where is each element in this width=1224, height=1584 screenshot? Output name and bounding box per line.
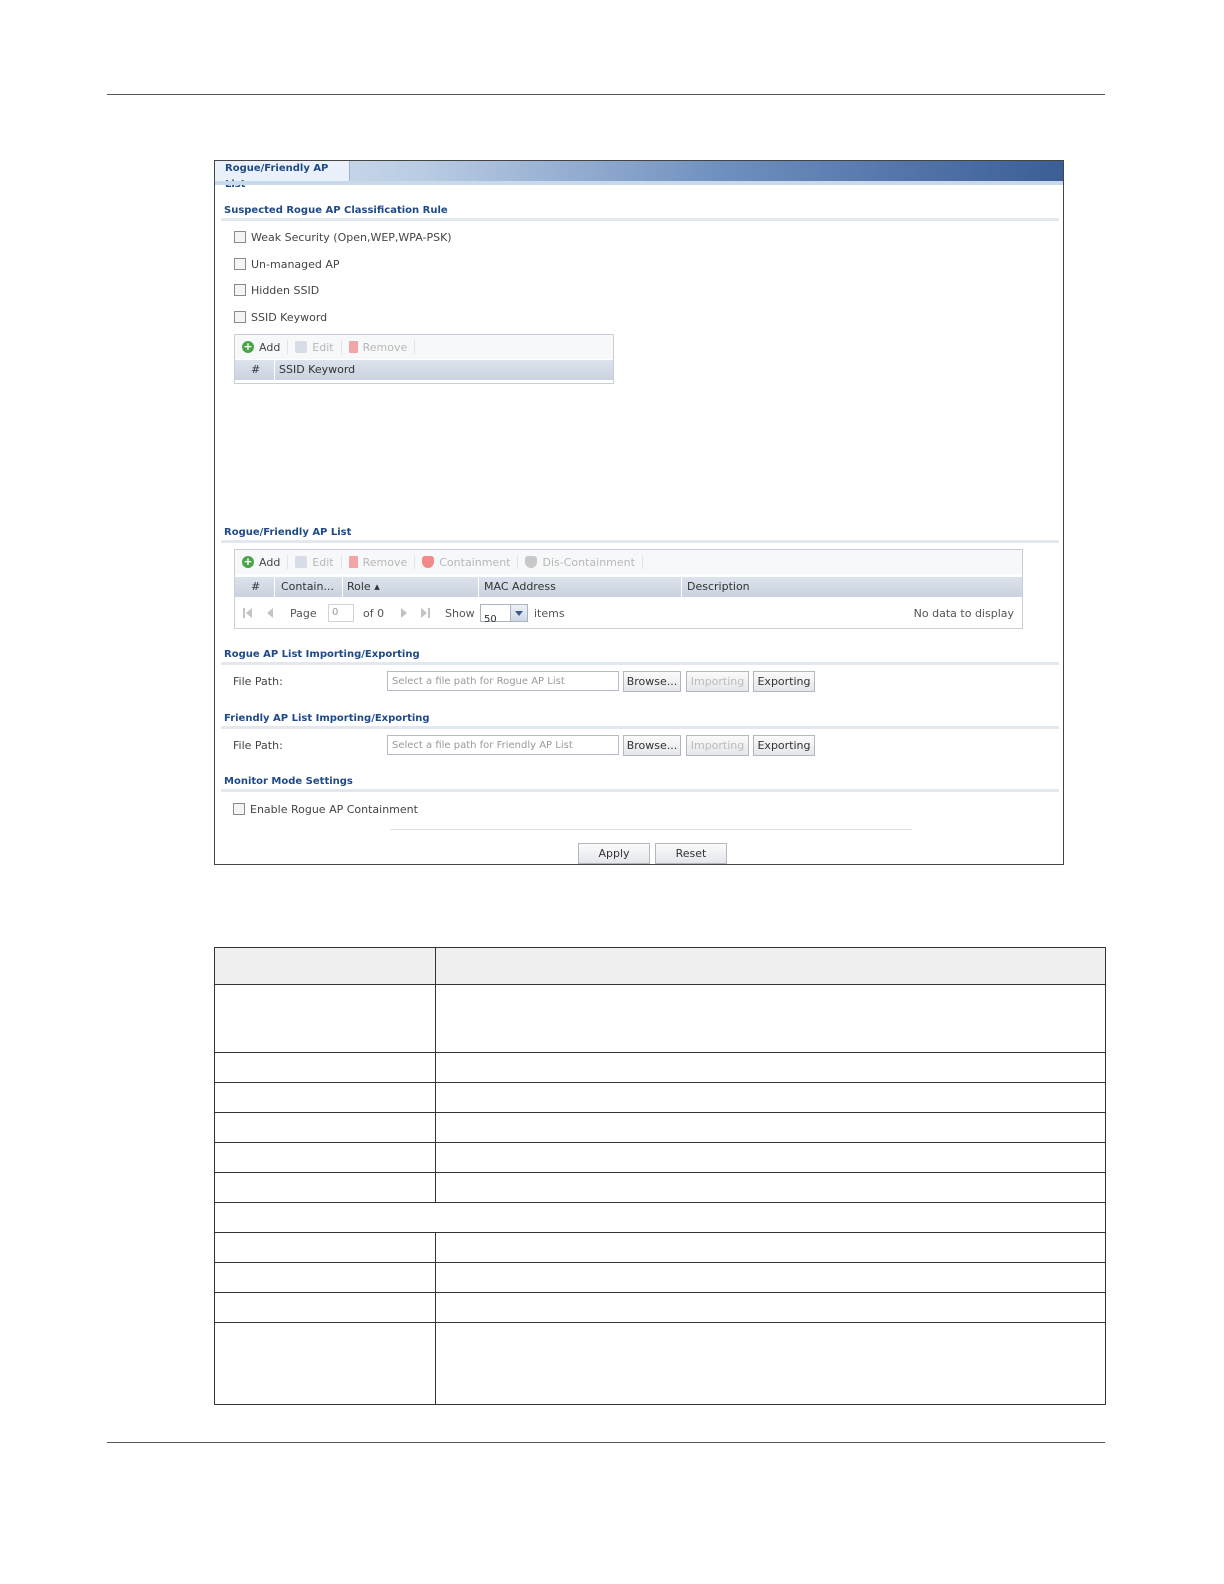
col-index[interactable]: # <box>251 363 261 376</box>
page-number-input[interactable]: 0 <box>328 604 354 622</box>
table-row <box>215 1083 1106 1113</box>
table-cell <box>436 1323 1106 1405</box>
ssid-remove-label: Remove <box>362 340 408 354</box>
table-cell <box>436 1173 1106 1203</box>
add-icon: + <box>243 555 253 568</box>
rule-weak-security[interactable] <box>234 230 452 244</box>
trash-icon <box>349 556 358 568</box>
table-cell <box>215 1143 436 1173</box>
tab-underline <box>215 181 1063 185</box>
ssid-add-label: Add <box>259 340 281 354</box>
empty-message: No data to display <box>913 607 1014 620</box>
ap-remove-button[interactable] <box>342 555 416 569</box>
first-page-arrow-icon <box>246 608 252 618</box>
table-cell <box>436 1053 1106 1083</box>
page-of-label: of 0 <box>363 607 385 620</box>
ap-list-toolbar <box>235 550 1022 574</box>
col-separator <box>342 577 343 597</box>
weak-security-label: Weak Security (Open,WEP,WPA-PSK) <box>251 230 452 244</box>
ap-add-label: Add <box>259 555 281 569</box>
unmanaged-ap-label: Un-managed AP <box>251 257 340 271</box>
ssid-keyword-checkbox[interactable] <box>234 311 246 323</box>
rogue-import-section-line <box>221 662 1059 665</box>
table-cell <box>215 1293 436 1323</box>
rogue-containment-option[interactable] <box>233 802 418 816</box>
unmanaged-ap-checkbox[interactable] <box>234 258 246 270</box>
last-page-arrow-icon[interactable] <box>421 608 427 618</box>
friendly-import-section-title: Friendly AP List Importing/Exporting <box>224 713 430 724</box>
table-cell <box>436 1233 1106 1263</box>
buttons-divider <box>390 829 912 830</box>
table-cell <box>215 1203 1106 1233</box>
table-row <box>215 985 1106 1053</box>
hidden-ssid-checkbox[interactable] <box>234 284 246 296</box>
table-cell <box>436 1263 1106 1293</box>
add-icon: + <box>243 340 253 353</box>
table-row <box>215 1143 1106 1173</box>
friendly-file-path-input[interactable]: Select a file path for Friendly AP List <box>387 735 619 755</box>
table-cell <box>436 1083 1106 1113</box>
friendly-exporting-button[interactable]: Exporting <box>753 735 815 756</box>
table-cell <box>215 1113 436 1143</box>
rogue-exporting-button[interactable]: Exporting <box>753 671 815 692</box>
table-row <box>215 1323 1106 1405</box>
table-row <box>215 1173 1106 1203</box>
rogue-browse-button[interactable]: Browse... <box>623 671 681 692</box>
ssid-keyword-toolbar <box>235 335 613 359</box>
ap-containment-label: Containment <box>439 555 511 569</box>
table-cell <box>436 1113 1106 1143</box>
hidden-ssid-label: Hidden SSID <box>251 283 320 297</box>
classification-section-title: Suspected Rogue AP Classification Rule <box>224 205 448 216</box>
monitor-section-line <box>221 789 1059 792</box>
rogue-containment-label: Enable Rogue AP Containment <box>250 802 418 816</box>
ap-dis-containment-button[interactable] <box>518 555 642 569</box>
rule-unmanaged-ap[interactable] <box>234 257 340 271</box>
table-cell <box>215 1053 436 1083</box>
rogue-importing-button[interactable]: Importing <box>686 671 749 692</box>
ap-list-pager <box>235 600 1022 626</box>
edit-icon <box>295 341 307 353</box>
first-page-icon[interactable] <box>243 608 245 618</box>
tab-rogue-friendly-ap-list[interactable]: Rogue/Friendly AP <box>215 161 350 181</box>
table-cell <box>215 985 436 1053</box>
table-row <box>215 1293 1106 1323</box>
ssid-keyword-grid <box>234 334 614 384</box>
table-cell <box>215 948 436 985</box>
table-row <box>215 1233 1106 1263</box>
ssid-add-button[interactable] <box>235 340 288 354</box>
show-label: Show <box>445 607 475 620</box>
page-label: Page <box>290 607 317 620</box>
apply-button[interactable]: Apply <box>578 843 650 864</box>
monitor-section-title: Monitor Mode Settings <box>224 776 353 787</box>
reset-button[interactable]: Reset <box>655 843 727 864</box>
friendly-file-path-label: File Path: <box>233 739 283 752</box>
rule-hidden-ssid[interactable] <box>234 283 319 297</box>
table-cell <box>215 1233 436 1263</box>
col-containment[interactable]: Contain... <box>281 580 334 593</box>
friendly-importing-button[interactable]: Importing <box>686 735 749 756</box>
classification-section-line <box>221 218 1059 221</box>
rogue-file-path-label: File Path: <box>233 675 283 688</box>
description-table <box>214 947 1106 1405</box>
shield-off-icon <box>525 556 537 568</box>
rule-ssid-keyword[interactable] <box>234 310 327 324</box>
weak-security-checkbox[interactable] <box>234 231 246 243</box>
page-size-value: 50 <box>484 614 497 625</box>
last-page-icon <box>428 608 430 618</box>
ssid-edit-button[interactable] <box>288 340 341 354</box>
items-label: items <box>534 607 565 620</box>
col-separator <box>681 577 682 597</box>
table-row <box>215 1263 1106 1293</box>
page-size-select[interactable] <box>480 604 528 625</box>
table-cell <box>215 1263 436 1293</box>
friendly-import-section-line <box>221 726 1059 729</box>
col-description[interactable]: Description <box>687 580 750 593</box>
ap-containment-button[interactable] <box>415 555 518 569</box>
col-ssid-keyword[interactable]: SSID Keyword <box>279 363 356 376</box>
rogue-file-path-input[interactable]: Select a file path for Rogue AP List <box>387 671 619 691</box>
col-separator <box>274 577 275 597</box>
ap-list-header <box>235 577 1022 597</box>
col-mac-address[interactable]: MAC Address <box>484 580 556 593</box>
table-cell <box>436 1143 1106 1173</box>
ssid-remove-button[interactable] <box>342 340 416 354</box>
table-cell <box>436 985 1106 1053</box>
col-role[interactable]: Role ▴ <box>347 580 380 593</box>
shield-icon <box>422 556 434 568</box>
col-separator <box>274 360 275 380</box>
next-page-icon[interactable] <box>401 608 407 618</box>
ap-edit-label: Edit <box>312 555 334 569</box>
ap-remove-label: Remove <box>362 555 408 569</box>
table-cell <box>436 1293 1106 1323</box>
ap-add-button[interactable] <box>235 555 288 569</box>
friendly-browse-button[interactable]: Browse... <box>623 735 681 756</box>
ap-edit-button[interactable] <box>288 555 341 569</box>
ssid-keyword-label: SSID Keyword <box>251 310 328 324</box>
footer-rule <box>107 1442 1105 1443</box>
table-row <box>215 1053 1106 1083</box>
prev-page-icon[interactable] <box>267 608 273 618</box>
table-section-row <box>215 1203 1106 1233</box>
table-header-row <box>215 948 1106 985</box>
table-cell <box>215 1323 436 1405</box>
table-row <box>215 1113 1106 1143</box>
rogue-import-section-title: Rogue AP List Importing/Exporting <box>224 649 420 660</box>
rogue-ap-screen <box>214 160 1064 865</box>
ap-list-section-line <box>221 540 1059 543</box>
ssid-edit-label: Edit <box>312 340 334 354</box>
ap-list-section-title: Rogue/Friendly AP List <box>224 527 352 538</box>
col-separator <box>478 577 479 597</box>
table-cell <box>215 1083 436 1113</box>
table-cell <box>215 1173 436 1203</box>
header-rule <box>107 94 1105 95</box>
col-index[interactable]: # <box>251 580 261 593</box>
ap-list-grid <box>234 549 1023 629</box>
edit-icon <box>295 556 307 568</box>
ssid-keyword-header <box>235 360 613 380</box>
ap-dis-containment-label: Dis-Containment <box>542 555 635 569</box>
chevron-down-icon[interactable] <box>510 605 527 621</box>
rogue-containment-checkbox[interactable] <box>233 803 245 815</box>
trash-icon <box>349 341 358 353</box>
table-cell <box>436 948 1106 985</box>
